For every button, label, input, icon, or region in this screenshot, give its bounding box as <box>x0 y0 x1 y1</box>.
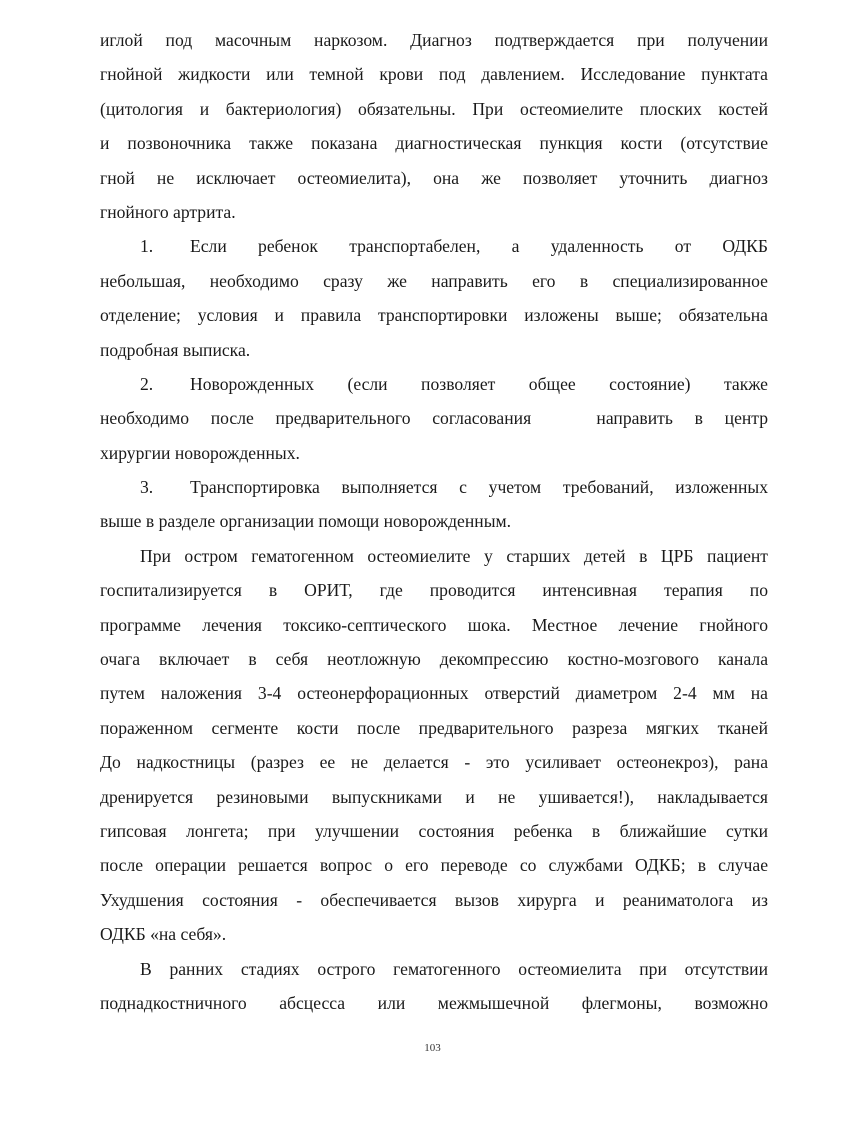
text-line: программе лечения токсико-септического шока. Местное лечение гнойного <box>100 614 768 635</box>
text-line: необходимо после предварительного согласования направить в центр <box>100 408 768 429</box>
numbered-item-2 <box>100 367 768 470</box>
text-line: и позвоночника также показана диагностическая пункция кости (отсутствие <box>100 133 768 154</box>
text-line: гнойной жидкости или темной крови под давлением. Исследование пунктата <box>100 64 768 85</box>
text-line: госпитализируется в ОРИТ, где проводится интенсивная терапия по <box>100 580 768 601</box>
text-line: До надкостницы (разрез ее не делается - это усиливает остеонекроз), рана <box>100 752 768 773</box>
item-text: Новорожденных (если позволяет общее состояние) также <box>190 373 768 394</box>
paragraph <box>100 952 768 1021</box>
text-line: после операции решается вопрос о его переводе со службами ОДКБ; в случае <box>100 855 768 876</box>
item-text: Транспортировка выполняется с учетом требований, изложенных <box>190 477 768 498</box>
text-line: подробная выписка. <box>100 339 251 360</box>
text-line: очага включает в себя неотложную декомпрессию костно-мозгового канала <box>100 649 768 670</box>
numbered-item-1 <box>100 229 768 367</box>
text-line: выше в разделе организации помощи новорожденным. <box>100 511 512 532</box>
item-number: 1. <box>140 236 154 257</box>
text-line: ОДКБ «на себя». <box>100 924 227 945</box>
text-line: хирургии новорожденных. <box>100 442 300 463</box>
body-text <box>100 23 768 1020</box>
text-line: гной не исключает остеомиелита), она же позволяет уточнить диагноз <box>100 167 768 188</box>
item-text: Если ребенок транспортабелен, а удаленность от ОДКБ <box>190 236 768 257</box>
text-line: иглой под масочным наркозом. Диагноз подтверждается при получении <box>100 30 768 50</box>
numbered-item-3 <box>100 470 768 539</box>
text-line: дренируется резиновыми выпускниками и не ушивается!), накладывается <box>100 786 768 807</box>
text-line: отделение; условия и правила транспортировки изложены выше; обязательна <box>100 305 768 326</box>
text-line: (цитология и бактериология) обязательны. При остеомиелите плоских костей <box>100 98 768 119</box>
text-line: При остром гематогенном остеомиелите у старших детей в ЦРБ пациент <box>140 545 768 566</box>
text-line <box>100 367 768 401</box>
text-line: гипсовая лонгета; при улучшении состояния ребенка в ближайшие сутки <box>100 820 768 841</box>
text-line: пораженном сегменте кости после предварительного разреза мягких тканей <box>100 717 768 738</box>
text-line: путем наложения 3-4 остеонерфорационных отверстий диаметром 2-4 мм на <box>100 683 768 704</box>
text-line: небольшая, необходимо сразу же направить его в специализированное <box>100 270 768 291</box>
text-line: Ухудшения состояния - обеспечивается вызов хирурга и реаниматолога из <box>100 889 768 910</box>
item-number: 3. <box>140 477 154 498</box>
item-number: 2. <box>140 373 154 394</box>
text-line: гнойного артрита. <box>100 201 236 222</box>
page-number: 103 <box>424 1042 441 1054</box>
text-line <box>100 470 768 504</box>
text-line: поднадкостничного абсцесса или межмышечной флегмоны, возможно <box>100 992 768 1013</box>
paragraph-continued <box>100 23 768 229</box>
text-line <box>100 229 768 263</box>
text-line: В ранних стадиях острого гематогенного остеомиелита при отсутствии <box>140 958 768 979</box>
paragraph <box>100 539 768 952</box>
